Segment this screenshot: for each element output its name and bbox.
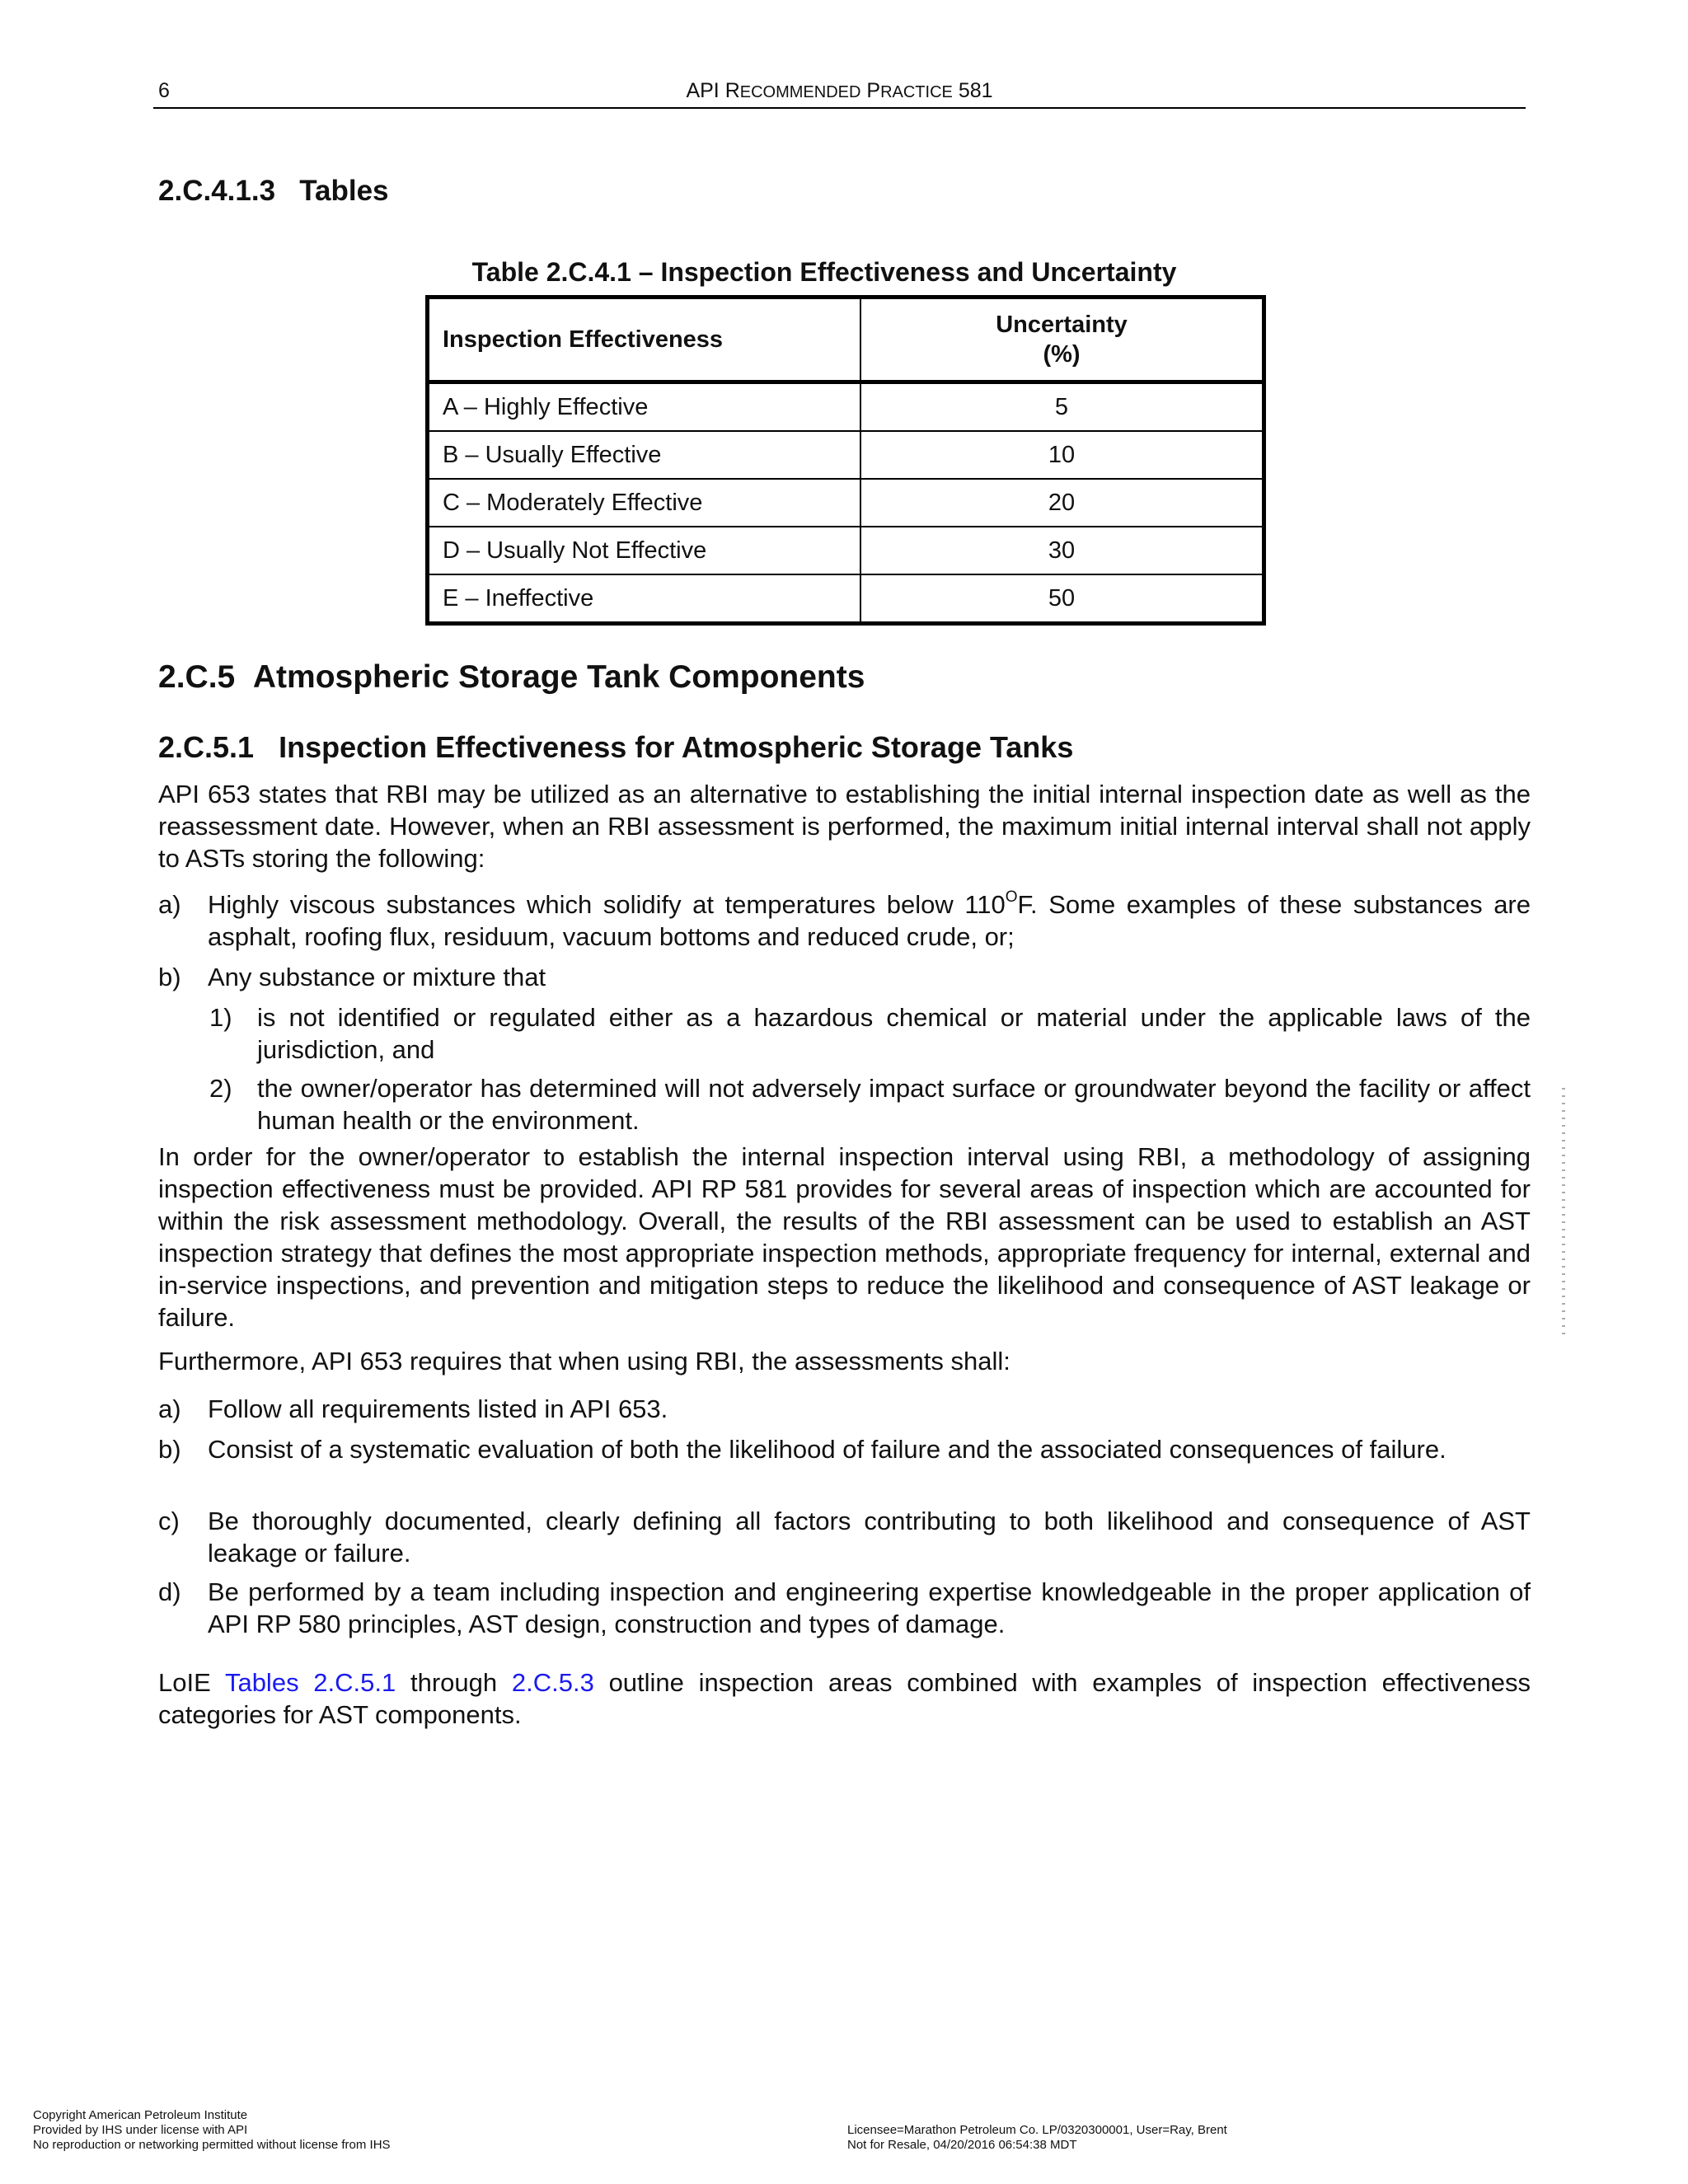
list-assessment-requirements (158, 1393, 1531, 1657)
list-item: c) Be thoroughly documented, clearly defining all factors contributing to both likelihood and consequence of AST leakage or failure. (158, 1507, 1531, 1568)
running-title: API RECOMMENDED PRACTICE 581 (686, 79, 993, 102)
column-header-effectiveness: Inspection Effectiveness (428, 298, 861, 382)
page-header (153, 79, 1526, 109)
table-row: D – Usually Not Effective 30 (428, 527, 1264, 574)
table-row: B – Usually Effective 10 (428, 431, 1264, 479)
paragraph-api653: API 653 states that RBI may be utilized as an alternative to establishing the initial internal inspection date as well as the reassessment date. However, when an RBI assessment is performed, the maximum initial internal interval shall not apply to ASTs storing the following: (158, 780, 1531, 873)
margin-mark (1562, 1088, 1565, 1335)
paragraph-requirements-intro: Furthermore, API 653 requires that when using RBI, the assessments shall: (158, 1347, 1010, 1376)
list-ast-exclusions (158, 888, 1531, 1135)
table-row: C – Moderately Effective 20 (428, 479, 1264, 527)
list-item: a) Highly viscous substances which solidify at temperatures below $110^OF$. Some examples of these substances are asphalt, roofing flux, residuum, vacuum bottoms and reduced crude, or; (158, 888, 1531, 951)
list-item: b) Consist of a systematic evaluation of both the likelihood of failure and the associated consequences of failure. (158, 1435, 1447, 1464)
list-item: a) Follow all requirements listed in API 653. (158, 1394, 668, 1423)
table-caption: Table 2.C.4.1 – Inspection Effectiveness and Uncertainty (471, 257, 1177, 287)
table-row: E – Ineffective 50 (428, 574, 1264, 624)
section-heading-tables: 2.C.4.1.3 Tables (158, 175, 389, 207)
footer-copyright: Copyright American Petroleum Institute Provided by IHS under license with API No reproduction or networking permitted without license from IHS (33, 2108, 391, 2152)
section-heading-ast-components: 2.C.5 Atmospheric Storage Tank Components (158, 659, 865, 695)
list-item: d) Be performed by a team including inspection and engineering expertise knowledgeable in the proper application of API RP 580 principles, AST design, construction and types of damage. (158, 1577, 1531, 1638)
page-number: 6 (158, 79, 170, 102)
paragraph-methodology: In order for the owner/operator to establish the internal inspection interval using RBI, a methodology of assigning inspection effectiveness must be provided. API RP 581 provides for several areas of inspection which are accounted for within the risk assessment methodology. Overall, the results of the RBI assessment can be used to establish an AST inspection strategy that defines the most appropriate inspection methods, appropriate frequency for internal, external and in-service inspections, and prevention and mitigation steps to reduce the likelihood and consequence of AST leakage or failure. (158, 1142, 1531, 1332)
link-table-2c53[interactable]: 2.C.5.3 (511, 1668, 594, 1697)
footer-license: Licensee=Marathon Petroleum Co. LP/0320300001, User=Ray, Brent Not for Resale, 04/20/2016 06:54:38 MDT (847, 2123, 1227, 2152)
paragraph-loie: LoIE Tables 2.C.5.1 through 2.C.5.3 outline inspection areas combined with examples of inspection effectiveness categories for AST components. (158, 1668, 1531, 1729)
list-item: b) Any substance or mixture that (158, 963, 546, 991)
sub-list-item: 2) the owner/operator has determined will not adversely impact surface or groundwater beyond the facility or affect human health or the environment. (209, 1074, 1531, 1135)
column-header-uncertainty: Uncertainty (%) (860, 298, 1264, 382)
table-row: A – Highly Effective 5 (428, 382, 1264, 432)
section-heading-ast-inspection: 2.C.5.1 Inspection Effectiveness for Atmospheric Storage Tanks (158, 730, 1074, 764)
sub-list-item: 1) is not identified or regulated either as a hazardous chemical or material under the applicable laws of the jurisdiction, and (209, 1003, 1531, 1064)
link-tables-2c51[interactable]: Tables 2.C.5.1 (224, 1668, 396, 1697)
inspection-effectiveness-table (425, 295, 1266, 626)
